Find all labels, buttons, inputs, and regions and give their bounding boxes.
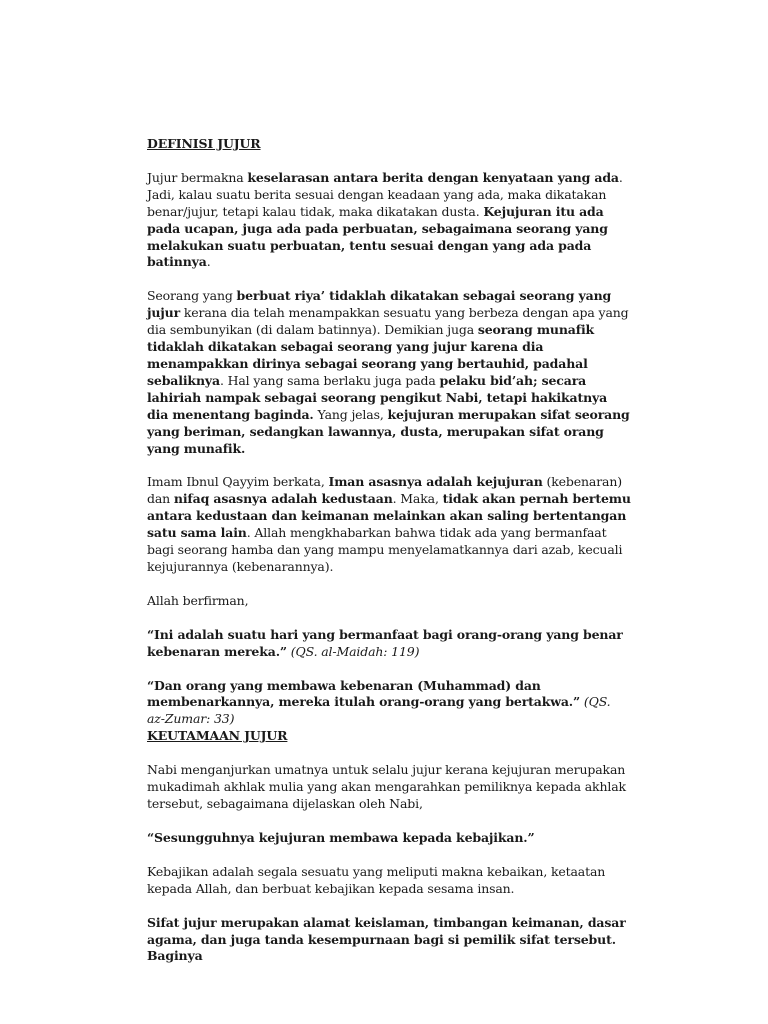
- bold-text: “Sesungguhnya kejujuran membawa kepada kebajikan.”: [147, 829, 535, 845]
- bold-text: pelaku bid’ah; secara lahiriah nampak sebagai seorang pengikut Nabi, tetapi hakikatnya dia menentang baginda.: [147, 372, 608, 422]
- section-heading: DEFINISI JUJUR: [147, 136, 261, 151]
- bold-text: “Dan orang yang membawa kebenaran (Muhammad) dan membenarkannya, mereka itulah orang-orang yang bertakwa.”: [147, 677, 581, 710]
- bold-text: Sifat jujur merupakan alamat keislaman, timbangan keimanan, dasar agama, dan juga tanda kesempurnaan bagi si pemilik sifat tersebut. Baginya: [147, 914, 626, 964]
- paragraph-gap: [147, 745, 632, 762]
- bold-text: keselarasan antara berita dengan kenyataan yang ada: [247, 169, 619, 185]
- text-run: Yang jelas,: [313, 406, 388, 422]
- paragraph: [147, 762, 632, 813]
- text-run: Allah berfirman,: [147, 592, 249, 608]
- paragraph-gap: [147, 661, 632, 678]
- paragraph-gap: [147, 610, 632, 627]
- paragraph: [147, 830, 632, 847]
- paragraph-gap: [147, 271, 632, 288]
- bold-text: Iman asasnya adalah kejujuran: [328, 474, 543, 490]
- paragraph-gap: [147, 813, 632, 830]
- paragraph: [147, 864, 632, 898]
- bold-text: tidak akan pernah bertemu antara kedustaan dan keimanan melainkan akan saling bertentangan satu sama lain: [147, 491, 631, 541]
- citation-text: (QS. az-Zumar: 33): [147, 694, 611, 727]
- text-run: Kebajikan adalah segala sesuatu yang meliputi makna kebaikan, ketaatan kepada Allah, dan berbuat kebajikan kepada sesama insan.: [147, 863, 606, 896]
- bold-text: kejujuran merupakan sifat seorang yang beriman, sedangkan lawannya, dusta, merupakan sifat orang yang munafik.: [147, 406, 630, 456]
- paragraph-gap: [147, 153, 632, 170]
- paragraph: [147, 474, 632, 575]
- document-body: [147, 136, 632, 965]
- paragraph-gap: [147, 457, 632, 474]
- text-run: . Jadi, kalau suatu berita sesuai dengan keadaan yang ada, maka dikatakan benar/jujur, tetapi kalau tidak, maka dikatakan dusta.: [147, 169, 623, 219]
- paragraph: [147, 915, 632, 966]
- text-run: kerana dia telah menampakkan sesuatu yang berbeza dengan apa yang dia sembunyikan (di dalam batinnya). Demikian juga: [147, 305, 629, 338]
- citation-text: (QS. al-Maidah: 119): [290, 643, 420, 659]
- text-run: (kebenaran) dan: [147, 474, 622, 507]
- text-run: . Hal yang sama berlaku juga pada: [219, 372, 440, 388]
- text-run: . Maka,: [392, 491, 443, 507]
- section-heading: KEUTAMAAN JUJUR: [147, 728, 288, 744]
- bold-text: “Ini adalah suatu hari yang bermanfaat bagi orang-orang yang benar kebenaran mereka.”: [147, 626, 623, 659]
- bold-text: Kejujuran itu ada pada ucapan, juga ada pada perbuatan, sebagaimana seorang yang melakukan suatu perbuatan, tentu sesuai dengan yang ada pada batinnya: [147, 203, 608, 270]
- paragraph: [147, 627, 632, 661]
- paragraph-gap: [147, 576, 632, 593]
- paragraph: [147, 288, 632, 457]
- text-run: . Allah mengkhabarkan bahwa tidak ada yang bermanfaat bagi seorang hamba dan yang mampu menyelamatkannya dari azab, kecuali kejujurannya (kebenarannya).: [147, 525, 623, 574]
- paragraph: [147, 593, 632, 610]
- paragraph: [147, 678, 632, 729]
- bold-text: nifaq asasnya adalah kedustaan: [173, 491, 393, 507]
- bold-text: berbuat riya’ tidaklah dikatakan sebagai seorang yang jujur: [147, 288, 612, 321]
- text-run: Imam Ibnul Qayyim berkata,: [147, 474, 329, 490]
- paragraph: [147, 170, 632, 271]
- text-run: Seorang yang: [147, 288, 237, 304]
- bold-text: seorang munafik tidaklah dikatakan sebagai seorang yang jujur karena dia menampakkan dirinya sebagai seorang yang bertauhid, padahal sebaliknya: [147, 322, 595, 388]
- text-run: .: [206, 254, 211, 270]
- text-run: Nabi menganjurkan umatnya untuk selalu jujur kerana kejujuran merupakan mukadimah akhlak mulia yang akan mengarahkan pemiliknya kepada akhlak tersebut, sebagaimana dijelaskan oleh Nabi,: [147, 762, 626, 811]
- paragraph-gap: [147, 898, 632, 915]
- text-run: Jujur bermakna: [147, 169, 248, 185]
- paragraph-gap: [147, 847, 632, 864]
